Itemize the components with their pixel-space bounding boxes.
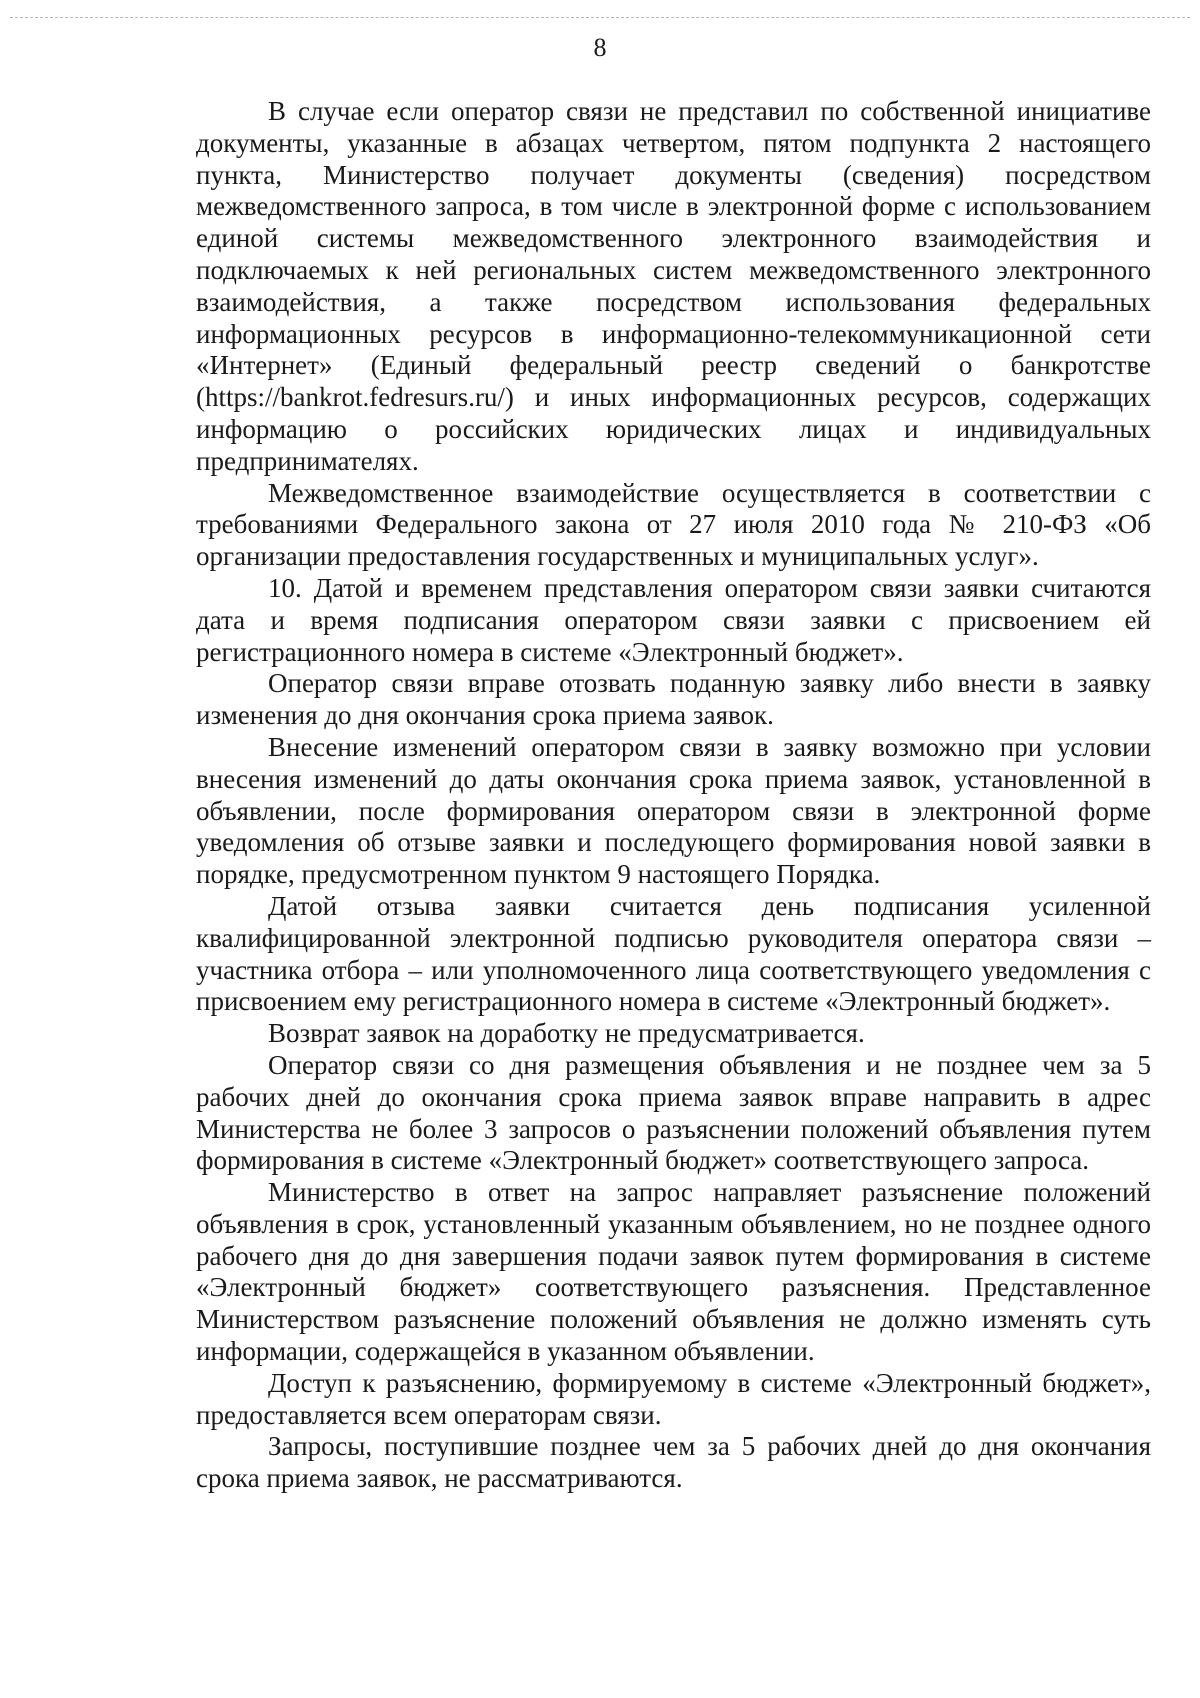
paragraph-interagency-law: Межведомственное взаимодействие осуществляется в соответствии с требованиями Федерального закона от 27 июля 2010 года № 210-ФЗ «Об организации предоставления государственных и муниципальных услуг». [196,477,1151,572]
paragraph-10-submission-date: 10. Датой и временем представления оператором связи заявки считаются дата и время подписания оператором связи заявки с присвоением ей регистрационного номера в системе «Электронный бюджет». [196,572,1151,667]
paragraph-ministry-response: Министерство в ответ на запрос направляет разъяснение положений объявления в срок, установленный указанным объявлением, но не позднее одного рабочего дня до дня завершения подачи заявок путем формирования в системе «Электронный бюджет» соответствующего разъяснения. Представленное Министерством разъяснение положений объявления не должно изменять суть информации, содержащейся в указанном объявлении. [196,1177,1151,1367]
document-body [196,96,1151,1495]
paragraph-late-requests: Запросы, поступившие позднее чем за 5 рабочих дней до дня окончания срока приема заявок, не рассматриваются. [196,1431,1151,1494]
paragraph-amendment-conditions: Внесение изменений оператором связи в заявку возможно при условии внесения изменений до даты окончания срока приема заявок, установленной в объявлении, после формирования оператором связи в электронной форме уведомления об отзыве заявки и последующего формирования новой заявки в порядке, предусмотренном пунктом 9 настоящего Порядка. [196,731,1151,890]
paragraph-interagency-request: В случае если оператор связи не представил по собственной инициативе документы, указанные в абзацах четвертом, пятом подпункта 2 настоящего пункта, Министерство получает документы (сведения) посредством межведомственного запроса, в том числе в электронной форме с использованием единой системы межведомственного электронного взаимодействия и подключаемых к ней региональных систем межведомственного электронного взаимодействия, а также посредством использования федеральных информационных ресурсов в информационно-телекоммуникационной сети «Интернет» (Единый федеральный реестр сведений о банкротстве (https://bankrot.fedresurs.ru/) и иных информационных ресурсов, содержащих информацию о российских юридических лицах и индивидуальных предпринимателях. [196,96,1151,476]
paragraph-clarification-requests: Оператор связи со дня размещения объявления и не позднее чем за 5 рабочих дней до окончания срока приема заявок вправе направить в адрес Министерства не более 3 запросов о разъяснении положений объявления путем формирования в системе «Электронный бюджет» соответствующего запроса. [196,1049,1151,1176]
scan-top-edge-line [10,17,1190,18]
paragraph-no-return: Возврат заявок на доработку не предусматривается. [268,1018,865,1049]
paragraph-withdrawal-date: Датой отзыва заявки считается день подписания усиленной квалифицированной электронной подписью руководителя оператора связи – участника отбора – или уполномоченного лица соответствующего уведомления с присвоением ему регистрационного номера в системе «Электронный бюджет». [196,890,1151,1017]
paragraph-clarification-access: Доступ к разъяснению, формируемому в системе «Электронный бюджет», предоставляется всем операторам связи. [196,1367,1151,1430]
paragraph-withdraw-or-amend: Оператор связи вправе отозвать поданную заявку либо внести в заявку изменения до дня окончания срока приема заявок. [196,668,1151,731]
page-number: 8 [593,33,607,62]
